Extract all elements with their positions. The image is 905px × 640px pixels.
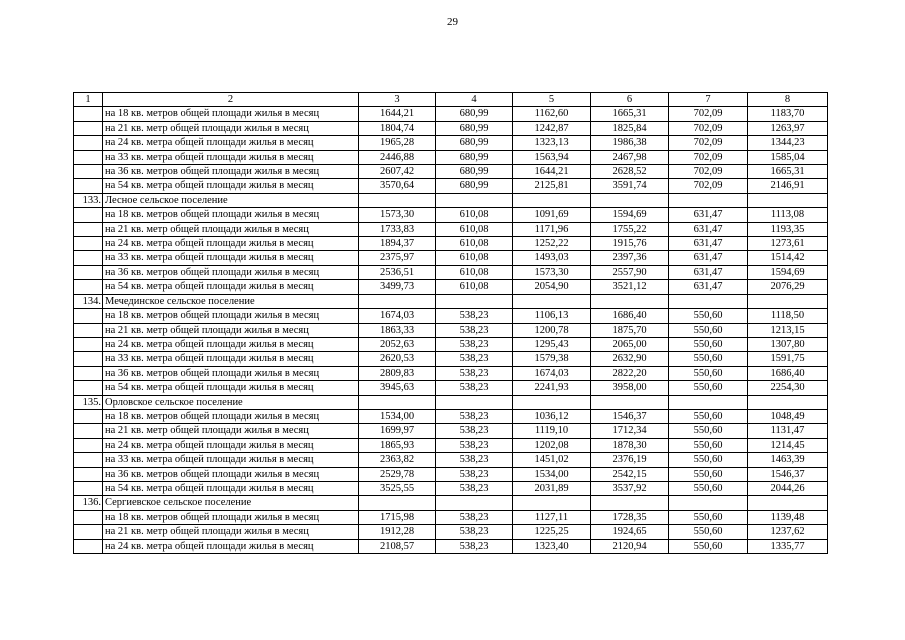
row-label: на 24 кв. метра общей площади жилья в месяц xyxy=(103,438,359,452)
value-cell: 1915,76 xyxy=(591,237,669,251)
value-cell: 2031,89 xyxy=(513,481,591,495)
table-row xyxy=(74,222,828,236)
empty-cell xyxy=(436,294,513,308)
row-label: на 21 кв. метр общей площади жилья в месяц xyxy=(103,222,359,236)
value-cell: 1193,35 xyxy=(748,222,828,236)
value-cell: 1644,21 xyxy=(513,165,591,179)
value-cell: 1119,10 xyxy=(513,424,591,438)
value-cell: 1894,37 xyxy=(359,237,436,251)
value-cell: 1252,22 xyxy=(513,237,591,251)
value-cell: 1699,97 xyxy=(359,424,436,438)
value-cell: 2536,51 xyxy=(359,265,436,279)
empty-cell xyxy=(591,193,669,207)
row-label: на 18 кв. метров общей площади жилья в месяц xyxy=(103,510,359,524)
value-cell: 1546,37 xyxy=(748,467,828,481)
value-cell: 680,99 xyxy=(436,136,513,150)
table-row xyxy=(74,438,828,452)
value-cell: 2632,90 xyxy=(591,352,669,366)
value-cell: 1986,38 xyxy=(591,136,669,150)
value-cell: 610,08 xyxy=(436,280,513,294)
row-label: на 54 кв. метра общей площади жилья в месяц xyxy=(103,381,359,395)
value-cell: 1728,35 xyxy=(591,510,669,524)
table-row xyxy=(74,366,828,380)
value-cell: 550,60 xyxy=(669,525,748,539)
row-label: на 36 кв. метров общей площади жилья в месяц xyxy=(103,366,359,380)
table-row xyxy=(74,179,828,193)
value-cell: 631,47 xyxy=(669,208,748,222)
value-cell: 2467,98 xyxy=(591,150,669,164)
value-cell: 3537,92 xyxy=(591,481,669,495)
empty-cell xyxy=(669,294,748,308)
value-cell: 1139,48 xyxy=(748,510,828,524)
section-row xyxy=(74,496,828,510)
row-label: на 36 кв. метров общей площади жилья в месяц xyxy=(103,265,359,279)
value-cell: 1200,78 xyxy=(513,323,591,337)
value-cell: 3570,64 xyxy=(359,179,436,193)
value-cell: 1878,30 xyxy=(591,438,669,452)
row-label: на 18 кв. метров общей площади жилья в месяц xyxy=(103,409,359,423)
value-cell: 1091,69 xyxy=(513,208,591,222)
value-cell: 550,60 xyxy=(669,453,748,467)
value-cell: 2529,78 xyxy=(359,467,436,481)
value-cell: 2108,57 xyxy=(359,539,436,553)
section-number: 133. xyxy=(74,193,103,207)
value-cell: 2125,81 xyxy=(513,179,591,193)
value-cell: 1674,03 xyxy=(359,309,436,323)
row-label: на 21 кв. метр общей площади жилья в месяц xyxy=(103,525,359,539)
value-cell: 1493,03 xyxy=(513,251,591,265)
row-index-cell xyxy=(74,539,103,553)
table-row xyxy=(74,510,828,524)
value-cell: 1344,23 xyxy=(748,136,828,150)
row-label: на 33 кв. метра общей площади жилья в месяц xyxy=(103,453,359,467)
value-cell: 1263,97 xyxy=(748,121,828,135)
row-index-cell xyxy=(74,222,103,236)
section-number: 134. xyxy=(74,294,103,308)
value-cell: 2065,00 xyxy=(591,337,669,351)
value-cell: 550,60 xyxy=(669,366,748,380)
row-index-cell xyxy=(74,525,103,539)
value-cell: 1865,93 xyxy=(359,438,436,452)
value-cell: 1171,96 xyxy=(513,222,591,236)
value-cell: 1225,25 xyxy=(513,525,591,539)
row-label: на 33 кв. метра общей площади жилья в месяц xyxy=(103,251,359,265)
value-cell: 2620,53 xyxy=(359,352,436,366)
table-row xyxy=(74,381,828,395)
value-cell: 2120,94 xyxy=(591,539,669,553)
value-cell: 3521,12 xyxy=(591,280,669,294)
table-row xyxy=(74,136,828,150)
row-index-cell xyxy=(74,179,103,193)
table-row xyxy=(74,453,828,467)
empty-cell xyxy=(359,496,436,510)
row-index-cell xyxy=(74,366,103,380)
value-cell: 538,23 xyxy=(436,424,513,438)
value-cell: 538,23 xyxy=(436,481,513,495)
value-cell: 538,23 xyxy=(436,525,513,539)
value-cell: 538,23 xyxy=(436,510,513,524)
value-cell: 550,60 xyxy=(669,481,748,495)
value-cell: 2446,88 xyxy=(359,150,436,164)
row-index-cell xyxy=(74,165,103,179)
row-label: на 54 кв. метра общей площади жилья в месяц xyxy=(103,179,359,193)
empty-cell xyxy=(591,395,669,409)
value-cell: 3525,55 xyxy=(359,481,436,495)
value-cell: 1463,39 xyxy=(748,453,828,467)
value-cell: 2254,30 xyxy=(748,381,828,395)
row-index-cell xyxy=(74,337,103,351)
value-cell: 1863,33 xyxy=(359,323,436,337)
table-row xyxy=(74,107,828,121)
value-cell: 1804,74 xyxy=(359,121,436,135)
value-cell: 1307,80 xyxy=(748,337,828,351)
row-label: на 21 кв. метр общей площади жилья в месяц xyxy=(103,121,359,135)
value-cell: 702,09 xyxy=(669,136,748,150)
row-index-cell xyxy=(74,323,103,337)
value-cell: 1323,40 xyxy=(513,539,591,553)
value-cell: 538,23 xyxy=(436,409,513,423)
row-index-cell xyxy=(74,438,103,452)
row-index-cell xyxy=(74,150,103,164)
value-cell: 550,60 xyxy=(669,323,748,337)
header-cell: 6 xyxy=(591,93,669,107)
section-title: Мечединское сельское поселение xyxy=(103,294,359,308)
row-index-cell xyxy=(74,280,103,294)
value-cell: 1214,45 xyxy=(748,438,828,452)
table-row xyxy=(74,467,828,481)
value-cell: 610,08 xyxy=(436,222,513,236)
empty-cell xyxy=(436,496,513,510)
value-cell: 1335,77 xyxy=(748,539,828,553)
section-title: Орловское сельское поселение xyxy=(103,395,359,409)
value-cell: 680,99 xyxy=(436,165,513,179)
empty-cell xyxy=(591,496,669,510)
value-cell: 3591,74 xyxy=(591,179,669,193)
value-cell: 1273,61 xyxy=(748,237,828,251)
row-index-cell xyxy=(74,107,103,121)
value-cell: 1674,03 xyxy=(513,366,591,380)
table-row xyxy=(74,409,828,423)
value-cell: 1131,47 xyxy=(748,424,828,438)
row-label: на 18 кв. метров общей площади жилья в месяц xyxy=(103,107,359,121)
empty-cell xyxy=(436,193,513,207)
value-cell: 1875,70 xyxy=(591,323,669,337)
value-cell: 2376,19 xyxy=(591,453,669,467)
header-cell: 4 xyxy=(436,93,513,107)
value-cell: 1733,83 xyxy=(359,222,436,236)
table-row xyxy=(74,265,828,279)
value-cell: 2542,15 xyxy=(591,467,669,481)
value-cell: 550,60 xyxy=(669,352,748,366)
value-cell: 3945,63 xyxy=(359,381,436,395)
row-index-cell xyxy=(74,251,103,265)
value-cell: 1594,69 xyxy=(591,208,669,222)
table-row xyxy=(74,525,828,539)
value-cell: 1546,37 xyxy=(591,409,669,423)
value-cell: 1715,98 xyxy=(359,510,436,524)
empty-cell xyxy=(513,395,591,409)
empty-cell xyxy=(436,395,513,409)
value-cell: 631,47 xyxy=(669,265,748,279)
table-row xyxy=(74,208,828,222)
header-cell: 3 xyxy=(359,93,436,107)
value-cell: 702,09 xyxy=(669,165,748,179)
value-cell: 631,47 xyxy=(669,251,748,265)
value-cell: 610,08 xyxy=(436,208,513,222)
value-cell: 550,60 xyxy=(669,424,748,438)
row-index-cell xyxy=(74,453,103,467)
value-cell: 550,60 xyxy=(669,467,748,481)
row-label: на 54 кв. метра общей площади жилья в месяц xyxy=(103,280,359,294)
value-cell: 1686,40 xyxy=(591,309,669,323)
value-cell: 550,60 xyxy=(669,309,748,323)
value-cell: 1573,30 xyxy=(513,265,591,279)
value-cell: 538,23 xyxy=(436,366,513,380)
section-row xyxy=(74,294,828,308)
empty-cell xyxy=(513,496,591,510)
table-row xyxy=(74,352,828,366)
row-label: на 24 кв. метра общей площади жилья в месяц xyxy=(103,237,359,251)
header-cell: 7 xyxy=(669,93,748,107)
value-cell: 538,23 xyxy=(436,438,513,452)
row-index-cell xyxy=(74,237,103,251)
value-cell: 680,99 xyxy=(436,179,513,193)
value-cell: 1965,28 xyxy=(359,136,436,150)
value-cell: 550,60 xyxy=(669,337,748,351)
value-cell: 1579,38 xyxy=(513,352,591,366)
section-row xyxy=(74,395,828,409)
value-cell: 550,60 xyxy=(669,438,748,452)
value-cell: 702,09 xyxy=(669,107,748,121)
empty-cell xyxy=(669,496,748,510)
table-header-row xyxy=(74,93,828,107)
empty-cell xyxy=(591,294,669,308)
section-number: 136. xyxy=(74,496,103,510)
value-cell: 538,23 xyxy=(436,309,513,323)
value-cell: 631,47 xyxy=(669,237,748,251)
value-cell: 2363,82 xyxy=(359,453,436,467)
value-cell: 2146,91 xyxy=(748,179,828,193)
row-index-cell xyxy=(74,481,103,495)
value-cell: 1036,12 xyxy=(513,409,591,423)
value-cell: 2809,83 xyxy=(359,366,436,380)
table-row xyxy=(74,309,828,323)
value-cell: 1048,49 xyxy=(748,409,828,423)
page-number: 29 xyxy=(447,16,458,28)
value-cell: 550,60 xyxy=(669,409,748,423)
value-cell: 1912,28 xyxy=(359,525,436,539)
value-cell: 1585,04 xyxy=(748,150,828,164)
table-row xyxy=(74,251,828,265)
value-cell: 680,99 xyxy=(436,150,513,164)
value-cell: 1755,22 xyxy=(591,222,669,236)
value-cell: 3958,00 xyxy=(591,381,669,395)
value-cell: 1242,87 xyxy=(513,121,591,135)
row-label: на 24 кв. метра общей площади жилья в месяц xyxy=(103,136,359,150)
value-cell: 631,47 xyxy=(669,280,748,294)
value-cell: 538,23 xyxy=(436,337,513,351)
row-label: на 18 кв. метров общей площади жилья в месяц xyxy=(103,208,359,222)
value-cell: 1295,43 xyxy=(513,337,591,351)
value-cell: 610,08 xyxy=(436,251,513,265)
row-index-cell xyxy=(74,352,103,366)
value-cell: 538,23 xyxy=(436,539,513,553)
row-index-cell xyxy=(74,208,103,222)
row-index-cell xyxy=(74,136,103,150)
value-cell: 2557,90 xyxy=(591,265,669,279)
value-cell: 610,08 xyxy=(436,237,513,251)
row-label: на 33 кв. метра общей площади жилья в месяц xyxy=(103,352,359,366)
table-row xyxy=(74,280,828,294)
row-index-cell xyxy=(74,409,103,423)
value-cell: 2628,52 xyxy=(591,165,669,179)
value-cell: 1924,65 xyxy=(591,525,669,539)
header-cell: 8 xyxy=(748,93,828,107)
table-row xyxy=(74,424,828,438)
value-cell: 1514,42 xyxy=(748,251,828,265)
value-cell: 1573,30 xyxy=(359,208,436,222)
value-cell: 2052,63 xyxy=(359,337,436,351)
value-cell: 1118,50 xyxy=(748,309,828,323)
tariff-table xyxy=(73,92,828,554)
empty-cell xyxy=(669,395,748,409)
value-cell: 702,09 xyxy=(669,121,748,135)
value-cell: 1591,75 xyxy=(748,352,828,366)
table-row xyxy=(74,323,828,337)
empty-cell xyxy=(359,395,436,409)
value-cell: 2076,29 xyxy=(748,280,828,294)
row-label: на 21 кв. метр общей площади жилья в месяц xyxy=(103,424,359,438)
row-label: на 54 кв. метра общей площади жилья в месяц xyxy=(103,481,359,495)
value-cell: 1323,13 xyxy=(513,136,591,150)
value-cell: 1686,40 xyxy=(748,366,828,380)
section-row xyxy=(74,193,828,207)
value-cell: 1712,34 xyxy=(591,424,669,438)
row-index-cell xyxy=(74,309,103,323)
empty-cell xyxy=(513,193,591,207)
value-cell: 1594,69 xyxy=(748,265,828,279)
value-cell: 680,99 xyxy=(436,107,513,121)
value-cell: 538,23 xyxy=(436,467,513,481)
value-cell: 1237,62 xyxy=(748,525,828,539)
value-cell: 1202,08 xyxy=(513,438,591,452)
row-index-cell xyxy=(74,510,103,524)
row-label: на 36 кв. метров общей площади жилья в месяц xyxy=(103,165,359,179)
table-row xyxy=(74,337,828,351)
value-cell: 1183,70 xyxy=(748,107,828,121)
header-cell: 5 xyxy=(513,93,591,107)
value-cell: 538,23 xyxy=(436,453,513,467)
table-row xyxy=(74,539,828,553)
value-cell: 702,09 xyxy=(669,150,748,164)
value-cell: 1665,31 xyxy=(591,107,669,121)
value-cell: 1127,11 xyxy=(513,510,591,524)
value-cell: 1534,00 xyxy=(359,409,436,423)
section-title: Лесное сельское поселение xyxy=(103,193,359,207)
value-cell: 2397,36 xyxy=(591,251,669,265)
value-cell: 1451,02 xyxy=(513,453,591,467)
row-label: на 24 кв. метра общей площади жилья в месяц xyxy=(103,539,359,553)
value-cell: 680,99 xyxy=(436,121,513,135)
value-cell: 1534,00 xyxy=(513,467,591,481)
value-cell: 1665,31 xyxy=(748,165,828,179)
row-index-cell xyxy=(74,467,103,481)
empty-cell xyxy=(513,294,591,308)
value-cell: 2054,90 xyxy=(513,280,591,294)
value-cell: 2375,97 xyxy=(359,251,436,265)
empty-cell xyxy=(748,294,828,308)
row-label: на 33 кв. метра общей площади жилья в месяц xyxy=(103,150,359,164)
value-cell: 2044,26 xyxy=(748,481,828,495)
section-title: Сергиевское сельское поселение xyxy=(103,496,359,510)
value-cell: 2607,42 xyxy=(359,165,436,179)
table-row xyxy=(74,165,828,179)
value-cell: 550,60 xyxy=(669,539,748,553)
table-row xyxy=(74,121,828,135)
value-cell: 1106,13 xyxy=(513,309,591,323)
value-cell: 550,60 xyxy=(669,381,748,395)
row-index-cell xyxy=(74,381,103,395)
empty-cell xyxy=(669,193,748,207)
row-label: на 24 кв. метра общей площади жилья в месяц xyxy=(103,337,359,351)
value-cell: 2241,93 xyxy=(513,381,591,395)
value-cell: 3499,73 xyxy=(359,280,436,294)
row-label: на 18 кв. метров общей площади жилья в месяц xyxy=(103,309,359,323)
value-cell: 631,47 xyxy=(669,222,748,236)
value-cell: 702,09 xyxy=(669,179,748,193)
value-cell: 1563,94 xyxy=(513,150,591,164)
empty-cell xyxy=(748,193,828,207)
section-number: 135. xyxy=(74,395,103,409)
row-label: на 36 кв. метров общей площади жилья в месяц xyxy=(103,467,359,481)
value-cell: 538,23 xyxy=(436,381,513,395)
value-cell: 538,23 xyxy=(436,352,513,366)
value-cell: 1825,84 xyxy=(591,121,669,135)
value-cell: 610,08 xyxy=(436,265,513,279)
empty-cell xyxy=(748,496,828,510)
row-index-cell xyxy=(74,121,103,135)
header-cell: 1 xyxy=(74,93,103,107)
empty-cell xyxy=(748,395,828,409)
value-cell: 1162,60 xyxy=(513,107,591,121)
empty-cell xyxy=(359,294,436,308)
table-row xyxy=(74,237,828,251)
value-cell: 1213,15 xyxy=(748,323,828,337)
value-cell: 1113,08 xyxy=(748,208,828,222)
table-row xyxy=(74,150,828,164)
row-index-cell xyxy=(74,265,103,279)
value-cell: 550,60 xyxy=(669,510,748,524)
value-cell: 538,23 xyxy=(436,323,513,337)
row-label: на 21 кв. метр общей площади жилья в месяц xyxy=(103,323,359,337)
header-cell: 2 xyxy=(103,93,359,107)
table-row xyxy=(74,481,828,495)
value-cell: 1644,21 xyxy=(359,107,436,121)
empty-cell xyxy=(359,193,436,207)
value-cell: 2822,20 xyxy=(591,366,669,380)
row-index-cell xyxy=(74,424,103,438)
